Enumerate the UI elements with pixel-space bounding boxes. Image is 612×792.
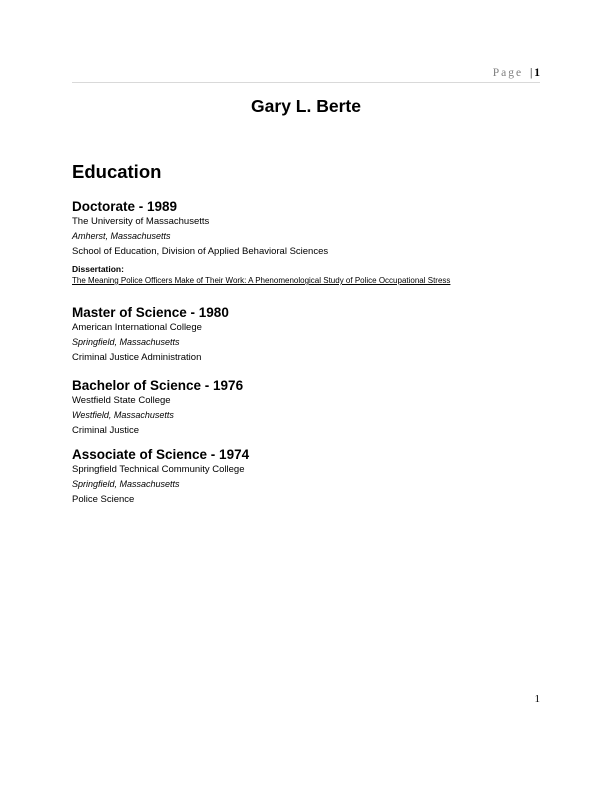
degree-title: Master of Science - 1980 — [72, 305, 229, 320]
degree-associate — [72, 447, 542, 507]
degree-doctorate — [72, 199, 542, 287]
degree-location: Springfield, Massachusetts — [72, 479, 180, 489]
header-page-number: 1 — [534, 67, 540, 79]
page-label: Page — [492, 67, 524, 79]
degree-institution: The University of Massachusetts — [72, 216, 210, 227]
header-rule — [72, 82, 540, 83]
degree-title: Associate of Science - 1974 — [72, 447, 250, 462]
degree-master — [72, 305, 542, 365]
dissertation-label: Dissertation: — [72, 264, 124, 274]
dissertation-title: The Meaning Police Officers Make of Their Work: A Phenomenological Study of Police Occupational Stress — [72, 276, 451, 285]
degree-field: Criminal Justice Administration — [72, 352, 202, 363]
degree-field: Police Science — [72, 494, 135, 505]
degree-title: Bachelor of Science - 1976 — [72, 378, 244, 393]
degree-institution: Westfield State College — [72, 395, 171, 406]
degree-title: Doctorate - 1989 — [72, 199, 178, 214]
degree-location: Amherst, Massachusetts — [72, 231, 171, 241]
resume-name: Gary L. Berte — [251, 96, 361, 116]
degree-field: Criminal Justice — [72, 425, 140, 436]
section-title-education: Education — [72, 161, 162, 182]
degree-institution: American International College — [72, 322, 202, 333]
page-separator: | — [529, 67, 533, 79]
degree-bachelor — [72, 378, 542, 438]
degree-location: Westfield, Massachusetts — [72, 410, 174, 420]
degree-field: School of Education, Division of Applied Behavioral Sciences — [72, 246, 329, 257]
page-header — [72, 67, 540, 79]
degree-institution: Springfield Technical Community College — [72, 464, 245, 475]
footer-page-number: 1 — [534, 693, 540, 705]
degree-location: Springfield, Massachusetts — [72, 337, 180, 347]
